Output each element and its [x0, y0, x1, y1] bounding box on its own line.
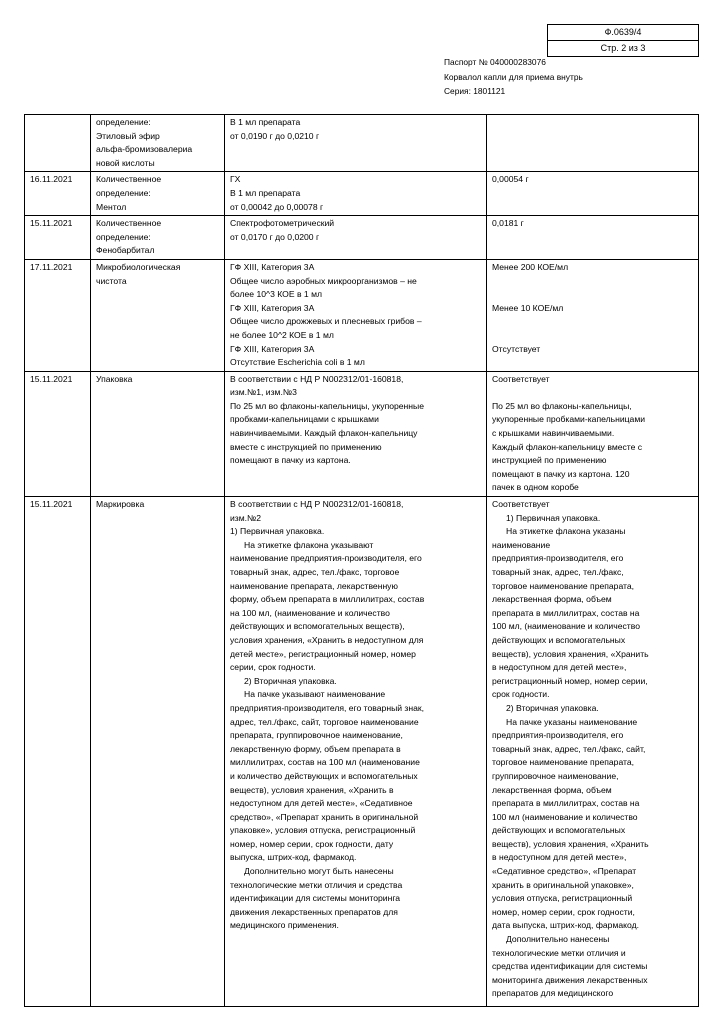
- result-line: предприятия-производителя, его: [492, 553, 624, 564]
- result-line: По 25 мл во флаконы-капельницы,: [492, 400, 632, 411]
- result-line: средства идентификации для системы: [492, 961, 648, 972]
- norm-line: В соответствии с НД Р N002312/01-160818,: [230, 373, 404, 384]
- norm-cell: [225, 371, 487, 496]
- result-line: лекарственная форма, объем: [492, 784, 612, 795]
- norm-line: По 25 мл во флаконы-капельницы, укупоренные: [230, 400, 425, 411]
- norm-line: движения лекарственных препаратов для: [230, 906, 398, 917]
- result-line: инструкцией по применению: [492, 455, 607, 466]
- date-cell: [25, 497, 91, 1007]
- norm-line: Спектрофотометрический: [230, 218, 335, 229]
- norm-line: от 0,0170 г до 0,0200 г: [230, 231, 320, 242]
- result-line: помещают в пачку из картона. 120: [492, 468, 630, 479]
- test-cell: [91, 172, 225, 216]
- test-cell: [91, 216, 225, 260]
- result-line: Менее 200 КОЕ/мл: [492, 261, 569, 272]
- norm-line: от 0,0190 г до 0,0210 г: [230, 130, 320, 141]
- result-line: 0,0181 г: [492, 218, 524, 229]
- result-line: Менее 10 КОЕ/мл: [492, 302, 564, 313]
- norm-line: форму, объем препарата в миллилитрах, состав: [230, 594, 425, 605]
- table-row: [25, 216, 699, 260]
- norm-line: Общее число дрожжевых и плесневых грибов –: [230, 316, 422, 327]
- norm-cell: [225, 216, 487, 260]
- norm-line: помещают в пачку из картона.: [230, 455, 351, 466]
- result-line: товарный знак, адрес, тел./факс,: [492, 567, 624, 577]
- norm-line: веществ), условия хранения, «Хранить в: [230, 784, 394, 795]
- result-line: 1) Первичная упаковка.: [506, 512, 601, 523]
- norm-line: ГХ: [230, 174, 241, 185]
- norm-line: ГФ XIII, Категория 3А: [230, 343, 315, 354]
- norm-cell: [225, 497, 487, 1007]
- result-line: действующих и вспомогательных: [492, 825, 626, 836]
- norm-line: от 0,00042 до 0,00078 г: [230, 201, 324, 212]
- test-line: Количественное: [96, 174, 162, 185]
- series-number: Серия: 1801121: [444, 86, 506, 96]
- test-line: определение:: [96, 187, 151, 198]
- result-cell: [487, 371, 699, 496]
- result-line: веществ), условия хранения, «Хранить: [492, 648, 649, 659]
- date-cell: [25, 371, 91, 496]
- norm-line: адрес, тел./факс, сайт, торговое наименование: [230, 716, 419, 727]
- norm-line: медицинского применения.: [230, 920, 339, 931]
- result-line: мониторинга движения лекарственных: [492, 974, 648, 985]
- result-line: На пачке указаны наименование: [506, 716, 638, 727]
- result-line: Отсутствует: [492, 343, 541, 354]
- result-line: 100 мл, (наименование и количество: [492, 621, 640, 632]
- result-line: «Седативное средство», «Препарат: [492, 866, 637, 877]
- norm-line: товарный знак, адрес, тел./факс, торговое: [230, 567, 400, 577]
- result-line: Соответствует: [492, 373, 550, 384]
- result-line: технологические метки отличия и: [492, 947, 626, 958]
- result-line: 100 мл (наименование и количество: [492, 811, 638, 822]
- page-number: Стр. 2 из 3: [548, 40, 698, 56]
- norm-line: более 10^3 КОЕ в 1 мл: [230, 289, 322, 300]
- norm-line: серии, срок годности.: [230, 662, 316, 673]
- norm-line: Дополнительно могут быть нанесены: [244, 866, 394, 877]
- result-line: На этикетке флакона указаны: [506, 526, 626, 537]
- result-line: действующих и вспомогательных: [492, 634, 626, 645]
- result-line: в недоступном для детей месте»,: [492, 662, 627, 673]
- result-line: номер, номер серии, срок годности,: [492, 906, 635, 917]
- test-line: Ментол: [96, 201, 127, 212]
- norm-line: На пачке указывают наименование: [244, 689, 386, 700]
- date-text: 16.11.2021: [30, 174, 73, 185]
- passport-number: Паспорт № 040000283076: [444, 57, 546, 67]
- form-code: Ф.0639/4: [604, 27, 642, 37]
- product-name: Корвалол капли для приема внутрь: [444, 71, 583, 82]
- norm-line: наименование препарата, лекарственную: [230, 580, 398, 591]
- norm-line: На этикетке флакона указывают: [244, 539, 374, 550]
- result-line: препарата в миллилитрах, состав на: [492, 607, 640, 618]
- passport-block: [444, 55, 583, 99]
- result-line: [492, 329, 693, 343]
- norm-line: условия хранения, «Хранить в недоступном для: [230, 634, 424, 645]
- result-line: группировочное наименование,: [492, 770, 619, 781]
- test-line: Микробиологическая: [96, 261, 181, 272]
- date-text: 15.11.2021: [30, 499, 73, 510]
- date-cell: [25, 216, 91, 260]
- result-line: с крышками навинчиваемыми.: [492, 428, 615, 439]
- test-line: Количественное: [96, 218, 162, 229]
- test-line: чистота: [96, 275, 127, 286]
- norm-line: Общее число аэробных микроорганизмов – не: [230, 275, 417, 286]
- norm-line: В 1 мл препарата: [230, 187, 301, 198]
- result-line: Соответствует: [492, 499, 550, 510]
- result-line: препарата в миллилитрах, состав на: [492, 798, 640, 809]
- result-line: [492, 288, 693, 302]
- norm-line: Отсутствие Escherichia coli в 1 мл: [230, 357, 365, 368]
- test-line: Этиловый эфир: [96, 130, 160, 141]
- norm-line: лекарственную форму, объем препарата в: [230, 743, 401, 754]
- result-line: торговое наименование препарата,: [492, 580, 635, 591]
- result-line: товарный знак, адрес, тел./факс, сайт,: [492, 743, 646, 754]
- test-line: альфа-бромизовалериа: [96, 144, 193, 155]
- norm-line: 1) Первичная упаковка.: [230, 526, 325, 537]
- test-line: определение:: [96, 117, 151, 127]
- result-line: Каждый флакон-капельницу вместе с: [492, 441, 643, 452]
- norm-line: технологические метки отличия и средства: [230, 879, 403, 890]
- table-row: [25, 497, 699, 1007]
- date-cell: [25, 115, 91, 172]
- norm-line: изм.№1, изм.№3: [230, 387, 297, 398]
- result-cell: [487, 497, 699, 1007]
- form-code-box: [547, 24, 699, 57]
- norm-line: миллилитрах, состав на 100 мл (наименование: [230, 757, 420, 768]
- table-row: [25, 259, 699, 371]
- test-line: Упаковка: [96, 373, 133, 384]
- norm-line: наименование предприятия-производителя, его: [230, 553, 422, 564]
- norm-line: номер, номер серии, срок годности, дату: [230, 838, 394, 849]
- norm-line: выпуска, штрих-код, фармакод.: [230, 852, 357, 863]
- result-line: препаратов для медицинского: [492, 988, 614, 999]
- norm-line: недоступном для детей месте», «Седативное: [230, 798, 413, 809]
- result-line: условия отпуска, регистрационный: [492, 893, 633, 904]
- result-cell: [487, 216, 699, 260]
- test-line: новой кислоты: [96, 157, 155, 168]
- result-line: наименование: [492, 539, 551, 550]
- norm-line: действующих и вспомогательных веществ),: [230, 621, 405, 632]
- norm-line: вместе с инструкцией по применению: [230, 441, 382, 452]
- result-line: срок годности.: [492, 689, 550, 700]
- result-line: [492, 386, 693, 400]
- norm-line: В соответствии с НД Р N002312/01-160818,: [230, 499, 404, 510]
- result-line: [492, 275, 693, 289]
- test-line: Маркировка: [96, 499, 145, 510]
- norm-line: и количество действующих и вспомогательных: [230, 770, 418, 781]
- date-cell: [25, 172, 91, 216]
- norm-line: идентификации для системы мониторинга: [230, 893, 401, 904]
- date-cell: [25, 259, 91, 371]
- norm-cell: [225, 115, 487, 172]
- norm-line: средство», «Препарат хранить в оригинальной: [230, 811, 419, 822]
- result-line: укупоренные пробками-капельницами: [492, 414, 646, 425]
- norm-line: на 100 мл, (наименование и количество: [230, 607, 390, 618]
- result-cell: [487, 115, 699, 172]
- result-line: Дополнительно нанесены: [506, 934, 610, 945]
- result-line: [492, 315, 693, 329]
- norm-line: ГФ XIII, Категория 3А: [230, 261, 315, 272]
- norm-line: ГФ XIII, Категория 3А: [230, 302, 315, 313]
- test-cell: [91, 497, 225, 1007]
- date-text: 15.11.2021: [30, 218, 73, 229]
- result-line: пачек в одном коробе: [492, 482, 579, 493]
- norm-line: В 1 мл препарата: [230, 117, 301, 127]
- norm-cell: [225, 259, 487, 371]
- norm-line: пробками-капельницами с крышками: [230, 414, 379, 425]
- table-row: [25, 371, 699, 496]
- test-cell: [91, 259, 225, 371]
- norm-line: 2) Вторичная упаковка.: [244, 675, 337, 686]
- norm-cell: [225, 172, 487, 216]
- result-line: предприятия-производителя, его: [492, 730, 624, 741]
- norm-line: изм.№2: [230, 512, 262, 523]
- result-line: торговое наименование препарата,: [492, 757, 635, 768]
- date-text: 17.11.2021: [30, 261, 73, 272]
- test-cell: [91, 115, 225, 172]
- test-line: Фенобарбитал: [96, 245, 155, 256]
- norm-line: навинчиваемыми. Каждый флакон-капельницу: [230, 428, 418, 439]
- test-line: определение:: [96, 231, 151, 242]
- result-line: 0,00054 г: [492, 174, 529, 185]
- result-line: регистрационный номер, номер серии,: [492, 675, 648, 686]
- result-line: хранить в оригинальной упаковке»,: [492, 879, 634, 890]
- table-row: [25, 172, 699, 216]
- result-cell: [487, 259, 699, 371]
- result-line: дата выпуска, штрих-код, фармакод.: [492, 920, 639, 931]
- norm-line: детей месте», регистрационный номер, номер: [230, 648, 416, 659]
- date-text: 15.11.2021: [30, 373, 73, 384]
- quality-table: [24, 114, 699, 1007]
- test-cell: [91, 371, 225, 496]
- result-line: веществ), условия хранения, «Хранить: [492, 838, 649, 849]
- table-row: [25, 115, 699, 172]
- result-line: лекарственная форма, объем: [492, 594, 612, 605]
- result-line: в недоступном для детей месте»,: [492, 852, 627, 863]
- norm-line: препарата, группировочное наименование,: [230, 730, 403, 741]
- norm-line: упаковке», условия отпуска, регистрационный: [230, 825, 416, 836]
- result-line: 2) Вторичная упаковка.: [506, 702, 599, 713]
- norm-line: предприятия-производителя, его товарный знак,: [230, 702, 425, 713]
- norm-line: не более 10^2 КОЕ в 1 мл: [230, 329, 334, 340]
- result-cell: [487, 172, 699, 216]
